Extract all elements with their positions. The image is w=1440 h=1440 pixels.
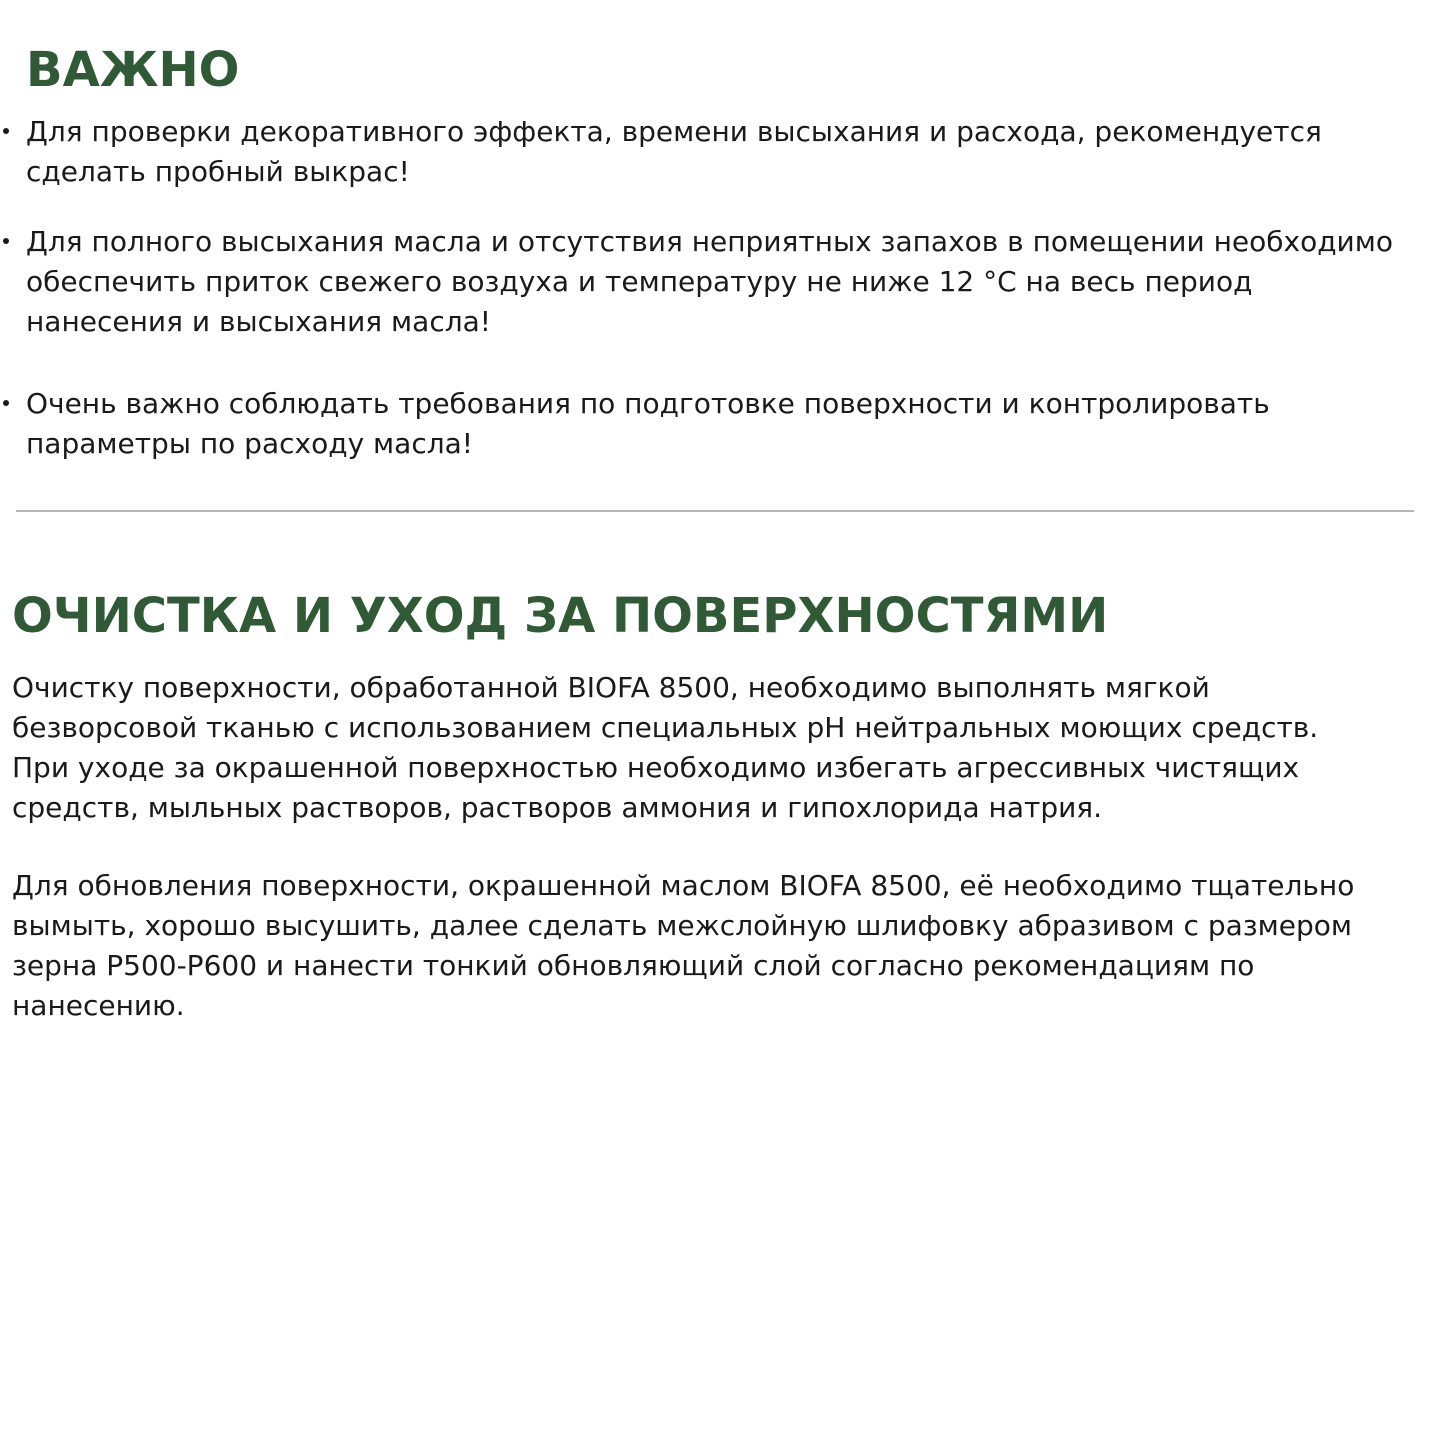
bullet-icon (3, 128, 9, 134)
important-heading: ВАЖНО (26, 42, 240, 98)
care-paragraph-renewal: Для обновления поверхности, окрашенной маслом BIOFA 8500, её необходимо тщательно вымыть, хорошо высушить, далее сделать межслойную шлифовку абразивом с размером зерна Р500-Р600 и нанести тонкий обновляющий слой согласно рекомендациям по нанесению. (12, 869, 1355, 1022)
bullet-text: Для проверки декоративного эффекта, времени высыхания и расхода, рекомендуется сделать пробный выкрас! (26, 115, 1322, 188)
bullet-text: Очень важно соблюдать требования по подготовке поверхности и контролировать параметры по расходу масла! (26, 387, 1270, 460)
section-divider (16, 510, 1414, 512)
care-paragraph-cleaning: Очистку поверхности, обработанной BIOFA 8500, необходимо выполнять мягкой безворсовой тканью с использованием специальных рН нейтральных моющих средств. При уходе за окрашенной поверхностью необходимо избегать агрессивных чистящих средств, мыльных растворов, растворов аммония и гипохлорида натрия. (12, 671, 1319, 824)
bullet-icon (3, 400, 9, 406)
care-heading: ОЧИСТКА И УХОД ЗА ПОВЕРХНОСТЯМИ (12, 588, 1109, 644)
bullet-icon (3, 238, 9, 244)
bullet-text: Для полного высыхания масла и отсутствия неприятных запахов в помещении необходимо обеспечить приток свежего воздуха и температуру не ниже 12 °С на весь период нанесения и высыхания масла! (26, 225, 1394, 338)
